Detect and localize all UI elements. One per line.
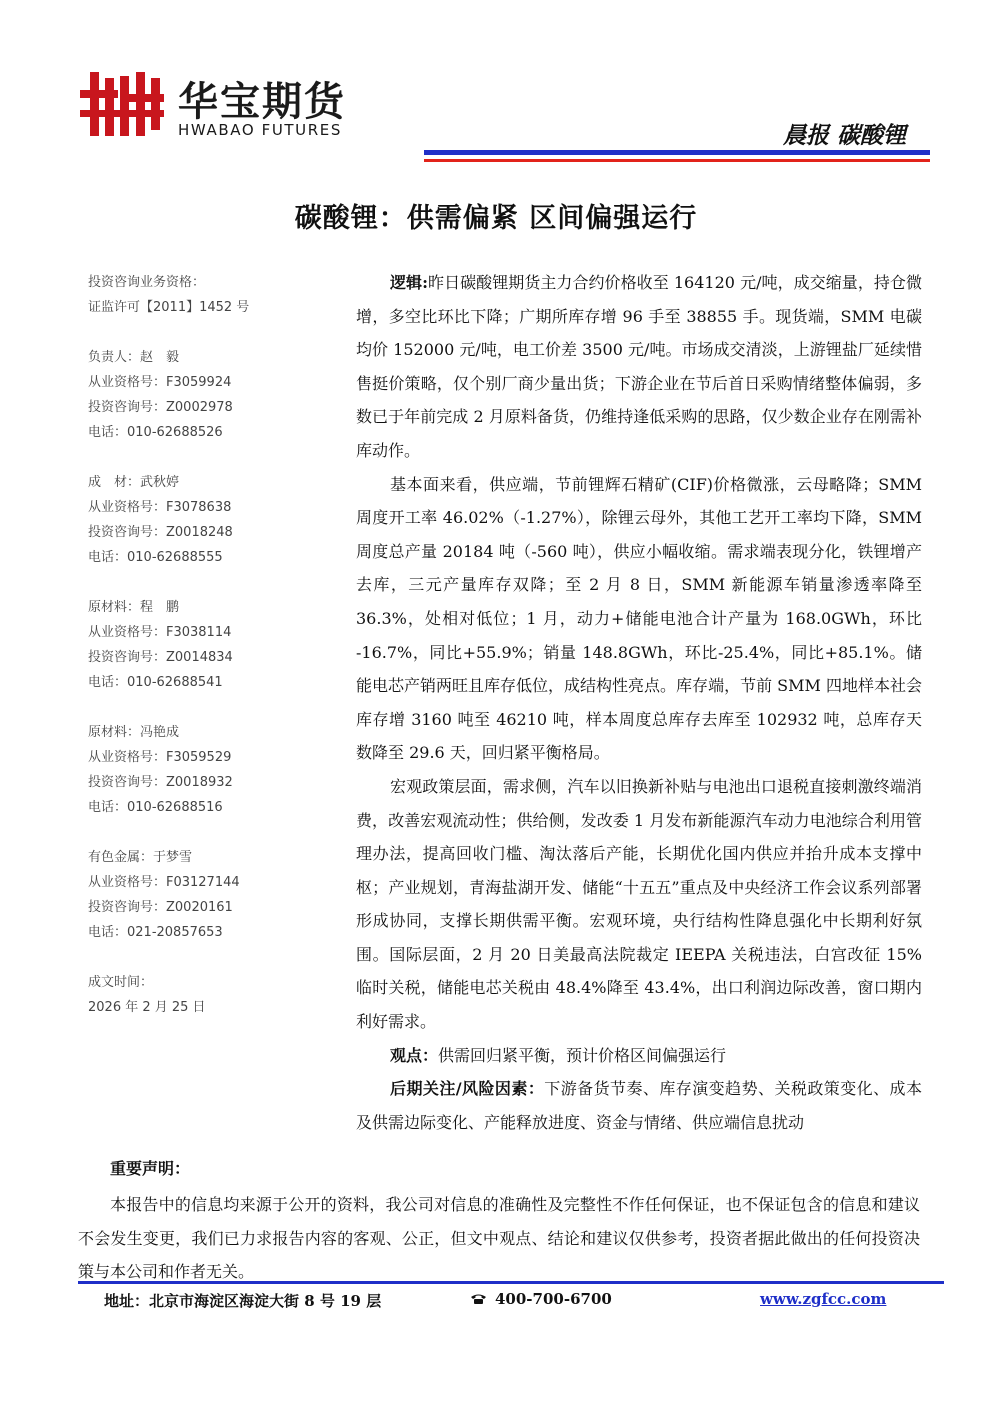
report-type-label: 晨报 碳酸锂 bbox=[782, 122, 906, 149]
risk-text: 下游备货节奏、库存演变趋势、关税政策变化、成本及供需边际变化、产能释放进度、资金与情绪、供应端信息扰动 bbox=[356, 1079, 922, 1132]
macro-paragraph: 宏观政策层面，需求侧，汽车以旧换新补贴与电池出口退税直接刺激终端消费，改善宏观流动性；供给侧，发改委 1 月发布新能源汽车动力电池综合利用管理办法，提高回收门槛、淘汰落后产能，长期优化国内供应并抬升成本支撑中枢；产业规划，青海盐湖开发、储能“十五五”重点及中央经济工作会议系列部署形成协同，支撑长期供需平衡。宏观环境，央行结构性降息强化中长期利好氛围。国际层面，2 月 20 日美最高法院裁定 IEEPA 关税违法，白宫改征 15% 临时关税，储能电芯关税由 48.4%降至 43.4%，出口利润边际改善，窗口期内利好需求。 bbox=[356, 776, 922, 1032]
analyst-name: 原材料：程 鹏 bbox=[88, 600, 180, 615]
view-text: 供需回归紧平衡，预计价格区间偏强运行 bbox=[438, 1045, 727, 1065]
logic-label: 逻辑: bbox=[390, 273, 428, 292]
analyst-phone: 电话：010-62688526 bbox=[88, 425, 223, 440]
footer-website-link[interactable]: www.zgfcc.com bbox=[760, 1290, 887, 1308]
analyst-phone: 电话：010-62688541 bbox=[88, 675, 223, 690]
fundamentals-paragraph: 基本面来看，供应端，节前锂辉石精矿(CIF)价格微涨，云母略降；SMM 周度开工率 46.02%（-1.27%），除锂云母外，其他工艺开工率均下降，SMM 周度总产量 20184 吨（-560 吨），供应小幅收缩。需求端表现分化，铁锂增产去库，三元产量库存双降；至 2 月 8 日，SMM 新能源车销量渗透率降至 36.3%，处相对低位；1 月，动力+储能电池合计产量为 168.0GWh，环比 -16.7%，同比+55.9%；销量 148.8GWh，环比-25.4%，同比+85.1%。储能电芯产销两旺且库存低位，成结构性亮点。库存端，节前 SMM 四地样本社会库存增 3160 吨至 46210 吨，样本周度总库存去库至 102932 吨，总库存天数降至 29.6 天，回归紧平衡格局。 bbox=[356, 474, 922, 763]
analyst-phone: 电话：010-62688555 bbox=[88, 550, 223, 565]
analyst-name: 成 材：武秋婷 bbox=[88, 475, 180, 490]
logic-text: 昨日碳酸锂期货主力合约价格收至 164120 元/吨，成交缩量，持仓微增，多空比环比下降；广期所库存增 96 手至 38855 手。现货端，SMM 电碳均价 152000 元/吨，电工价差 3500 元/吨。市场成交清淡，上游锂盐厂延续惜售挺价策略，仅个别厂商少量出货；下游企业在节后首日采购情绪整体偏弱，多数已于年前完成 2 月原料备货，仍维持逢低采购的思路，仅少数企业存在刚需补库动作。 bbox=[356, 273, 922, 460]
header-rule-red bbox=[424, 159, 930, 162]
report-body bbox=[356, 266, 922, 1139]
analyst-consult-no: 投资咨询号：Z0018248 bbox=[88, 525, 233, 540]
logo-english: HWABAO FUTURES bbox=[178, 121, 342, 139]
footer-phone-number: 400-700-6700 bbox=[495, 1290, 612, 1308]
date-value: 2026 年 2 月 25 日 bbox=[88, 1000, 206, 1015]
analyst-phone: 电话：010-62688516 bbox=[88, 800, 223, 815]
analyst-consult-no: 投资咨询号：Z0014834 bbox=[88, 650, 233, 665]
disclaimer-title: 重要声明： bbox=[110, 1159, 191, 1178]
analyst-name: 有色金属：于梦雪 bbox=[88, 850, 193, 865]
phone-icon bbox=[470, 1293, 487, 1305]
analyst-consult-no: 投资咨询号：Z0018932 bbox=[88, 775, 233, 790]
logo-chinese: 华宝期货 bbox=[178, 79, 346, 125]
analyst-consult-no: 投资咨询号：Z0020161 bbox=[88, 900, 233, 915]
analyst-consult-no: 投资咨询号：Z0002978 bbox=[88, 400, 233, 415]
footer-rule bbox=[78, 1281, 944, 1284]
analyst-license: 从业资格号：F3059924 bbox=[88, 375, 232, 390]
qualification-license: 证监许可【2011】1452 号 bbox=[88, 300, 250, 315]
date-label: 成文时间： bbox=[88, 975, 154, 990]
analyst-license: 从业资格号：F3078638 bbox=[88, 500, 232, 515]
disclaimer-text: 本报告中的信息均来源于公开的资料，我公司对信息的准确性及完整性不作任何保证，也不保证包含的信息和建议不会发生变更，我们已力求报告内容的客观、公正，但文中观点、结论和建议仅供参考，投资者据此做出的任何投资决策与本公司和作者无关。 bbox=[78, 1195, 920, 1281]
header-rule-blue bbox=[424, 150, 930, 155]
footer-address: 地址：北京市海淀区海淀大街 8 号 19 层 bbox=[104, 1292, 382, 1310]
view-label: 观点： bbox=[390, 1045, 439, 1065]
analyst-sidebar bbox=[88, 270, 348, 1020]
analyst-name: 负责人：赵 毅 bbox=[88, 350, 180, 365]
analyst-license: 从业资格号：F03127144 bbox=[88, 875, 240, 890]
qualification-label: 投资咨询业务资格： bbox=[88, 275, 206, 290]
risk-paragraph bbox=[356, 1072, 922, 1139]
analyst-license: 从业资格号：F3038114 bbox=[88, 625, 232, 640]
analyst-license: 从业资格号：F3059529 bbox=[88, 750, 232, 765]
risk-label: 后期关注/风险因素： bbox=[390, 1079, 545, 1099]
page-title: 碳酸锂：供需偏紧 区间偏强运行 bbox=[294, 203, 698, 234]
logic-paragraph bbox=[356, 266, 922, 468]
footer-phone bbox=[470, 1290, 612, 1308]
analyst-phone: 电话：021-20857653 bbox=[88, 925, 223, 940]
analyst-name: 原材料：冯艳成 bbox=[88, 725, 180, 740]
view-paragraph bbox=[356, 1039, 922, 1073]
